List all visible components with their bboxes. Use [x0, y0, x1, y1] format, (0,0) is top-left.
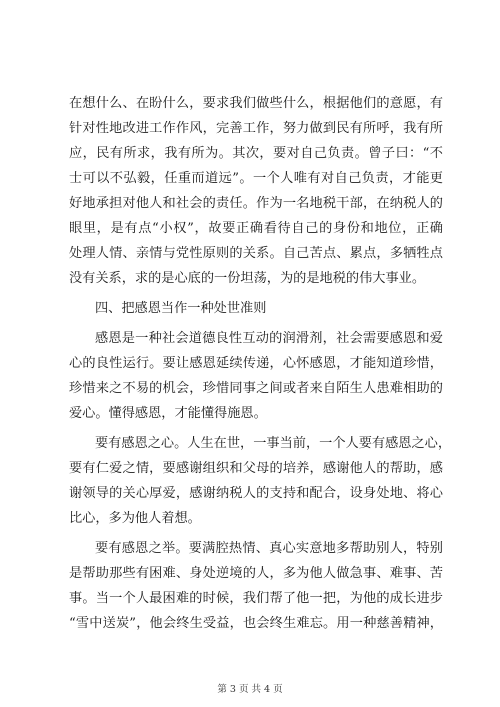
text-line: 要有仁爱之情，要感谢组织和父母的培养，感谢他人的帮助，感: [69, 461, 443, 476]
section-heading: 四、把感恩当作一种处世准则: [95, 301, 267, 316]
text-line: “雪中送炭”，他会终生受益，也会终生难忘。用一种慈善精神，: [69, 616, 443, 631]
text-line: 处理人情、亲情与党性原则的关系。自己苦点、累点，多牺牲点: [69, 246, 443, 261]
text-line: 要有感恩之心。人生在世，一事当前，一个人要有感恩之心，: [95, 436, 452, 451]
text-line: 针对性地改进工作作风，完善工作，努力做到民有所呼，我有所: [69, 121, 443, 136]
text-line: 眼里，是有点“小权”，故要正确看待自己的身份和地位，正确: [69, 221, 443, 236]
text-line: 好地承担对他人和社会的责任。作为一名地税干部，在纳税人的: [69, 196, 443, 211]
text-line: 士可以不弘毅，任重而道远”。一个人唯有对自己负责，才能更: [69, 171, 443, 186]
page-footer: 第 3 页 共 4 页: [217, 684, 283, 695]
text-line: 珍惜来之不易的机会，珍惜同事之间或者来自陌生人患难相助的: [69, 381, 443, 396]
text-line: 感恩是一种社会道德良性互动的润滑剂，社会需要感恩和爱: [95, 331, 443, 346]
text-line: 爱心。懂得感恩，才能懂得施恩。: [69, 406, 267, 421]
text-line: 是帮助那些有困难、身处逆境的人，多为他人做急事、难事、苦: [69, 566, 443, 581]
text-line: 应，民有所求，我有所为。其次，要对自己负责。曾子曰：“不: [69, 146, 443, 161]
text-line: 事。当一个人最困难的时候，我们帮了他一把，为他的成长进步: [69, 591, 443, 606]
text-line: 在想什么、在盼什么，要求我们做些什么，根据他们的意愿，有: [69, 96, 443, 111]
document-body: [69, 91, 452, 636]
text-line: 谢领导的关心厚爱，感谢纳税人的支持和配合，设身处地、将心: [69, 486, 443, 501]
text-line: 心的良性运行。要让感恩延续传递，心怀感恩，才能知道珍惜，: [69, 356, 443, 371]
text-line: 没有关系，求的是心底的一份坦荡，为的是地税的伟大事业。: [69, 271, 426, 286]
text-line: 要有感恩之举。要满腔热情、真心实意地多帮助别人，特别: [95, 541, 443, 556]
text-line: 比心，多为他人着想。: [69, 511, 201, 526]
